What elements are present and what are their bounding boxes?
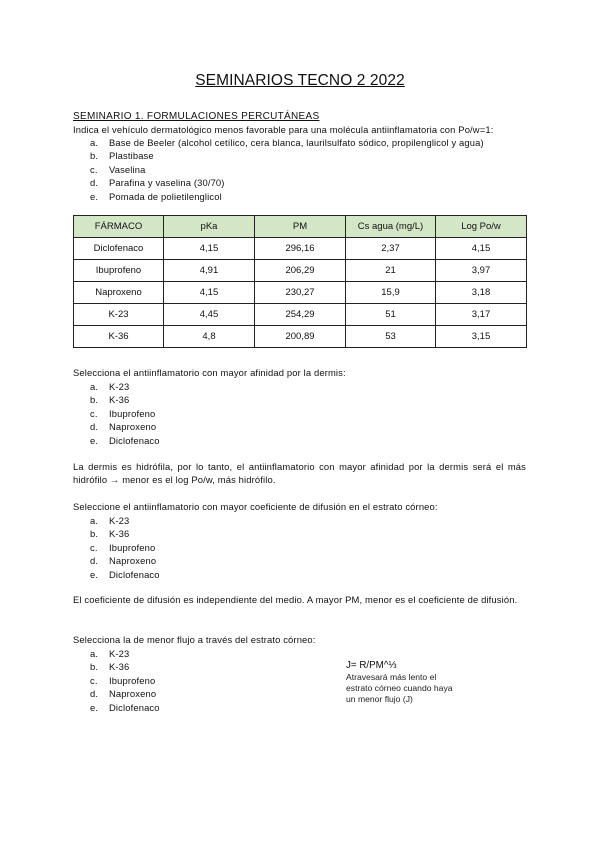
option-text: Ibuprofeno [109, 407, 156, 419]
option-text: Plastibase [109, 150, 154, 162]
table-header-row [74, 216, 527, 238]
option-text: Naproxeno [109, 555, 157, 567]
option-text: Diclofenaco [109, 701, 160, 713]
option-letter: c. [90, 541, 98, 553]
option-item [73, 660, 313, 673]
table-cell: Diclofenaco [74, 238, 164, 260]
table-cell: 51 [346, 304, 436, 326]
table-row [74, 282, 527, 304]
table-cell: 15,9 [346, 282, 436, 304]
table-cell: 230,27 [255, 282, 346, 304]
table-cell: 296,16 [255, 238, 346, 260]
option-item [73, 149, 533, 162]
drug-properties-table [73, 215, 527, 348]
table-cell: 4,15 [164, 282, 255, 304]
option-item [73, 514, 373, 527]
table-cell: 254,29 [255, 304, 346, 326]
table-cell: 4,8 [164, 326, 255, 348]
table-cell: 4,15 [436, 238, 527, 260]
option-letter: a. [90, 515, 99, 526]
table-cell: 4,45 [164, 304, 255, 326]
option-text: Ibuprofeno [109, 541, 156, 553]
option-item [73, 407, 373, 420]
table-cell: 4,15 [164, 238, 255, 260]
option-letter: b. [90, 528, 99, 540]
table-cell: Naproxeno [74, 282, 164, 304]
option-item [73, 527, 373, 540]
table-header-cell: pKa [164, 216, 255, 238]
option-item [73, 568, 373, 581]
question-2-answer: La dermis es hidrófila, por lo tanto, el antiinflamatorio con mayor afinidad por la dermis será el más hidrófilo → menor es el log Po/w, más hidrófilo. [73, 461, 526, 486]
option-text: Naproxeno [109, 688, 157, 700]
flux-formula: J= R/PM^⅓ [346, 660, 397, 671]
option-letter: d. [90, 177, 99, 189]
table-row [74, 238, 527, 260]
option-item [73, 190, 533, 203]
table-cell: Ibuprofeno [74, 260, 164, 282]
option-item [73, 674, 313, 687]
table-header-cell: Log Po/w [436, 216, 527, 238]
table-row [74, 326, 527, 348]
option-letter: d. [90, 555, 99, 567]
option-item [73, 163, 533, 176]
option-text: K-36 [109, 661, 130, 673]
flux-note: Atravesará más lento el estrato córneo cuando haya un menor flujo (J) [346, 672, 453, 705]
table-row [74, 260, 527, 282]
option-text: Diclofenaco [109, 568, 160, 580]
question-2-options [73, 380, 373, 447]
table-cell: 200,89 [255, 326, 346, 348]
option-text: K-23 [109, 515, 130, 526]
table-cell: 3,15 [436, 326, 527, 348]
option-text: Diclofenaco [109, 434, 160, 446]
option-text: Pomada de polietilenglicol [109, 190, 222, 202]
question-1-options [73, 136, 533, 203]
table-cell: 53 [346, 326, 436, 348]
table-cell: 206,29 [255, 260, 346, 282]
option-letter: a. [90, 381, 99, 392]
option-item [73, 701, 313, 714]
option-letter: e. [90, 701, 99, 713]
option-item [73, 554, 373, 567]
option-item [73, 380, 373, 393]
option-item [73, 420, 373, 433]
option-item [73, 434, 373, 447]
option-letter: c. [90, 674, 98, 686]
option-text: K-36 [109, 394, 130, 406]
option-item [73, 136, 533, 149]
question-1-text: Indica el vehículo dermatológico menos favorable para una molécula antiinflamatoria con Po/w=1: [73, 124, 494, 135]
option-text: Parafina y vaselina (30/70) [109, 177, 225, 189]
table-cell: 4,91 [164, 260, 255, 282]
option-item [73, 687, 313, 700]
table-cell: K-23 [74, 304, 164, 326]
option-text: Base de Beeler (alcohol cetílico, cera blanca, laurilsulfato sódico, propilenglicol y agua) [109, 137, 484, 148]
question-3-options [73, 514, 373, 581]
option-letter: a. [90, 137, 99, 148]
option-letter: d. [90, 688, 99, 700]
option-text: K-23 [109, 648, 130, 659]
option-letter: e. [90, 190, 99, 202]
option-text: Ibuprofeno [109, 674, 156, 686]
table-header-cell: FÁRMACO [74, 216, 164, 238]
option-text: Vaselina [109, 163, 146, 175]
option-letter: d. [90, 421, 99, 433]
table-cell: 2,37 [346, 238, 436, 260]
option-letter: c. [90, 163, 98, 175]
table-header-cell: Cs agua (mg/L) [346, 216, 436, 238]
option-item [73, 393, 373, 406]
question-3-answer: El coeficiente de difusión es independiente del medio. A mayor PM, menor es el coeficiente de difusión. [73, 594, 518, 605]
table-header-cell: PM [255, 216, 346, 238]
option-letter: b. [90, 150, 99, 162]
table-cell: 21 [346, 260, 436, 282]
option-text: K-23 [109, 381, 130, 392]
option-letter: e. [90, 434, 99, 446]
table-row [74, 304, 527, 326]
option-letter: b. [90, 661, 99, 673]
option-item [73, 176, 533, 189]
table-cell: K-36 [74, 326, 164, 348]
question-4-options [73, 647, 313, 714]
table-cell: 3,97 [436, 260, 527, 282]
question-3-text: Seleccione el antiinflamatorio con mayor coeficiente de difusión en el estrato córneo: [73, 501, 438, 512]
option-letter: b. [90, 394, 99, 406]
option-letter: e. [90, 568, 99, 580]
question-2-text: Selecciona el antiinflamatorio con mayor afinidad por la dermis: [73, 367, 346, 378]
question-4-text: Selecciona la de menor flujo a través del estrato córneo: [73, 634, 316, 645]
option-letter: a. [90, 648, 99, 659]
table-cell: 3,18 [436, 282, 527, 304]
page-title: SEMINARIOS TECNO 2 2022 [195, 72, 405, 89]
option-item [73, 541, 373, 554]
option-item [73, 647, 313, 660]
option-text: Naproxeno [109, 421, 157, 433]
section-heading: SEMINARIO 1. FORMULACIONES PERCUTÁNEAS [73, 111, 320, 122]
option-letter: c. [90, 407, 98, 419]
option-text: K-36 [109, 528, 130, 540]
table-cell: 3,17 [436, 304, 527, 326]
